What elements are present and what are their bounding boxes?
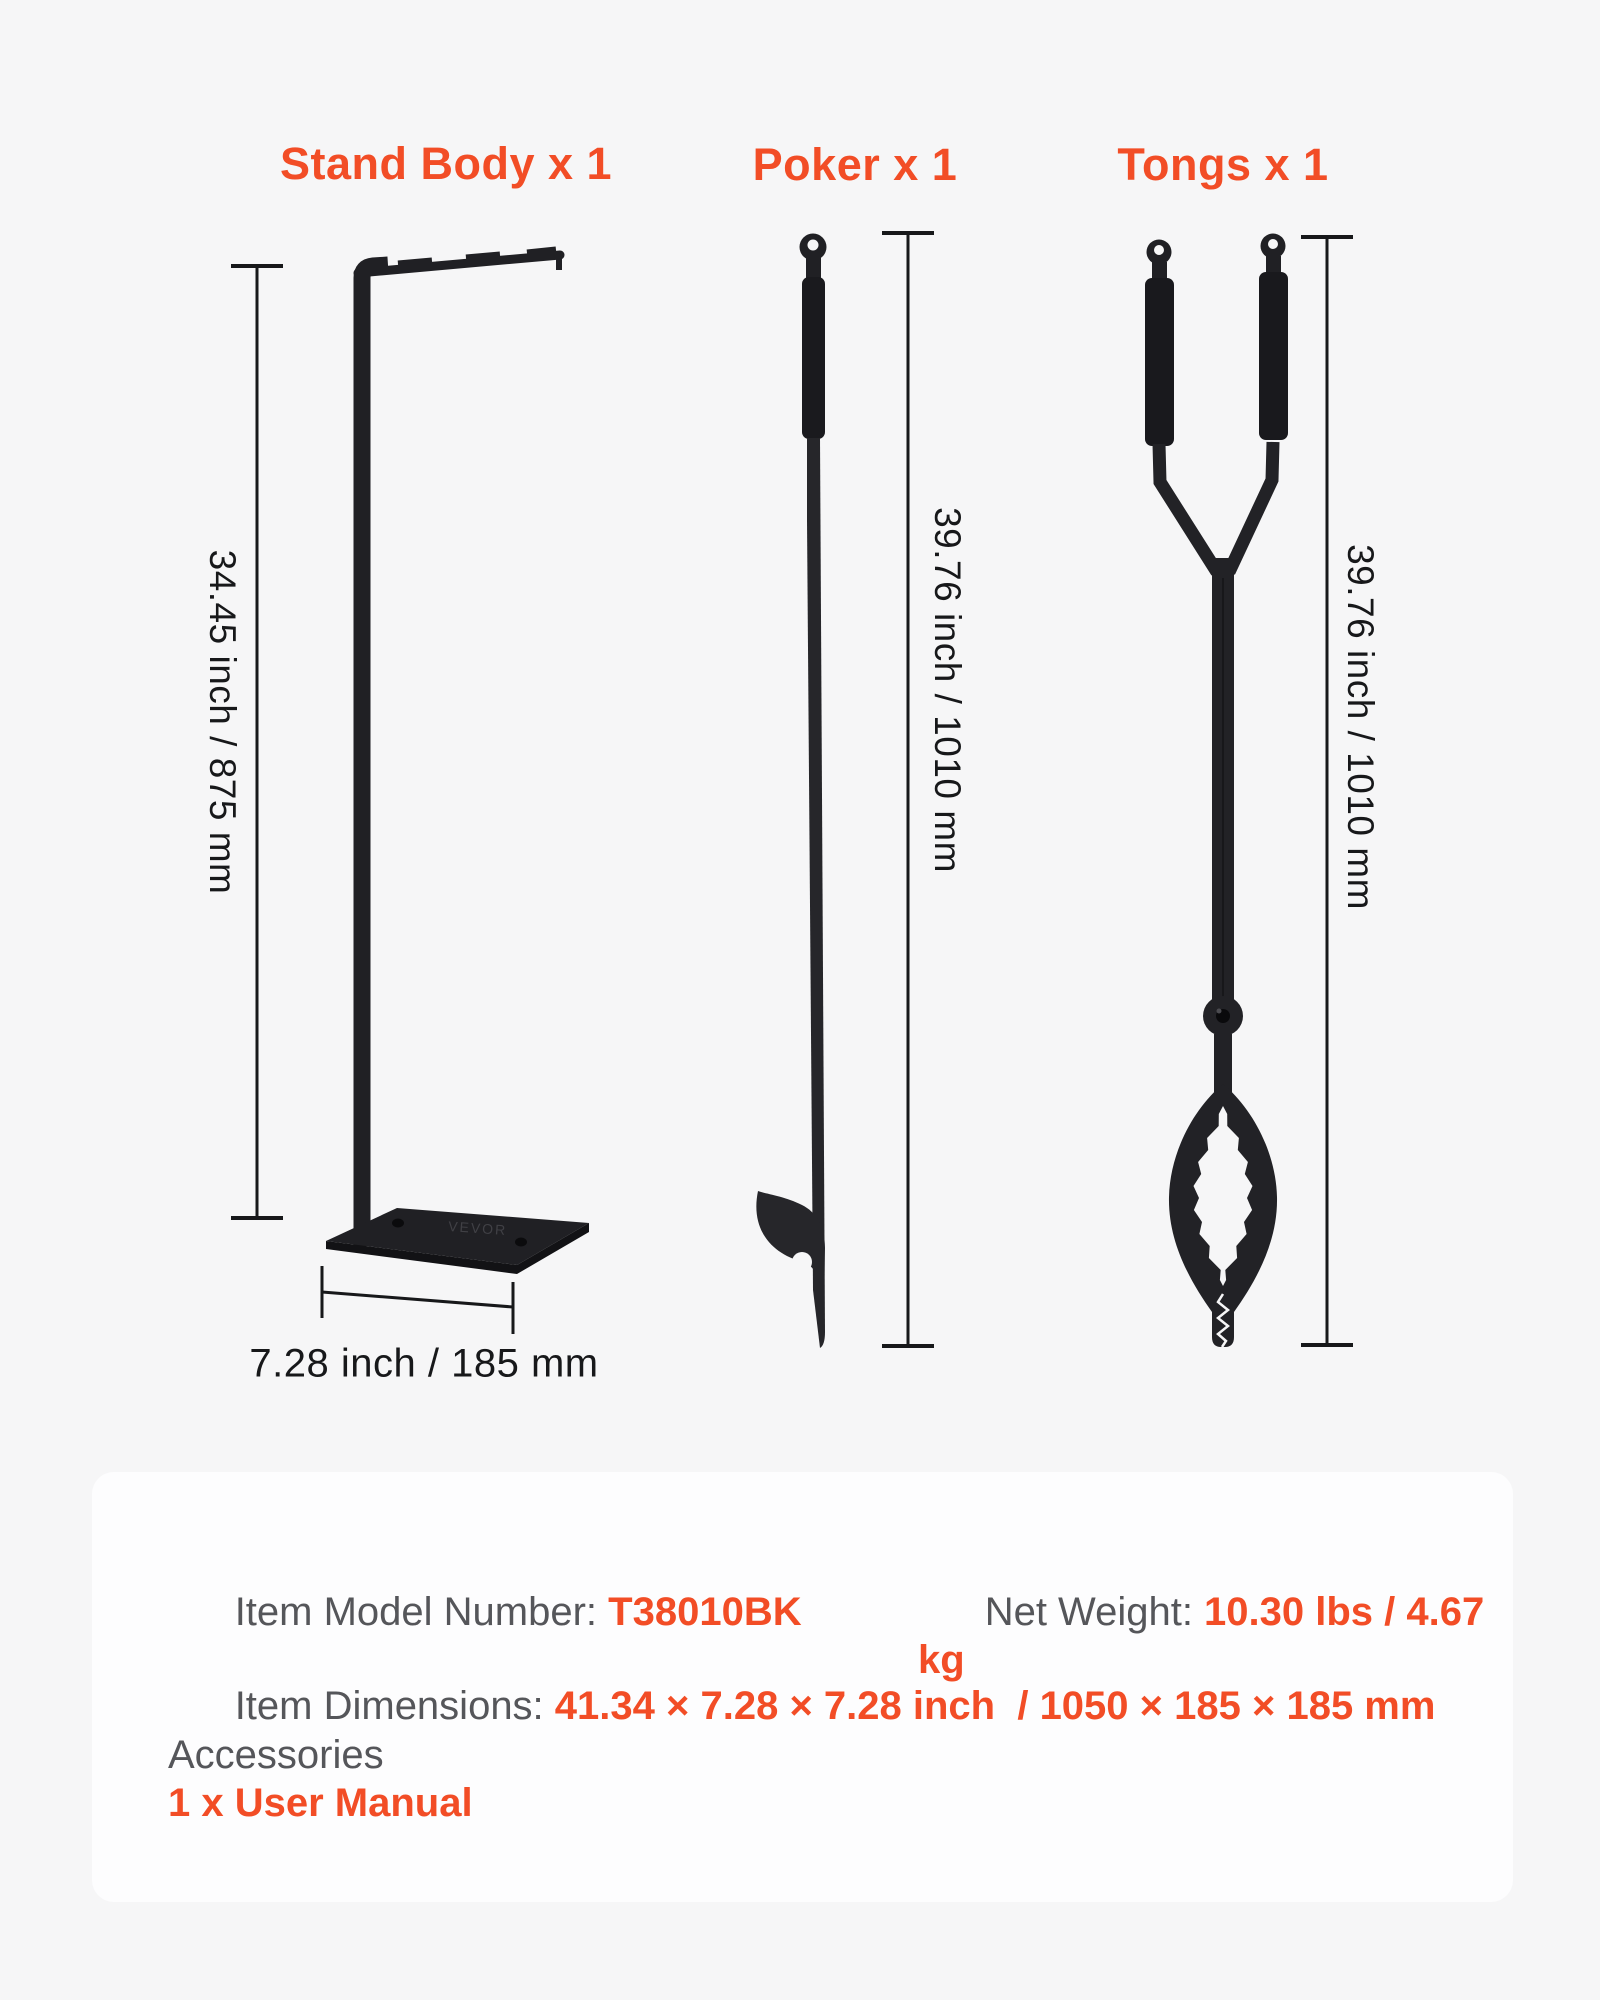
poker-illustration xyxy=(756,234,826,1349)
stand-height-label: 34.45 inch / 875 mm xyxy=(202,549,243,895)
accessories-label: Accessories xyxy=(168,1733,384,1777)
stand-arm-tab xyxy=(527,250,556,253)
tongs-left-arm xyxy=(1159,444,1217,572)
item-dimensions-value: 41.34 × 7.28 × 7.28 inch / 1050 × 185 × 185 mm xyxy=(554,1684,1436,1728)
net-weight-label: Net Weight: xyxy=(984,1590,1205,1634)
model-number-value: T38010BK xyxy=(608,1590,802,1634)
tongs-right-arm xyxy=(1229,442,1273,572)
tongs-right-handle xyxy=(1259,272,1288,440)
stand-pole xyxy=(362,265,388,1246)
tongs-pivot-highlight xyxy=(1217,1009,1222,1014)
model-number-label: Item Model Number: xyxy=(234,1590,609,1634)
stand-base-dimension xyxy=(322,1266,513,1334)
item-dimensions-label: Item Dimensions: xyxy=(234,1684,555,1728)
tongs-illustration xyxy=(1145,234,1288,1348)
dimension-line xyxy=(322,1292,513,1307)
stand-top-arm xyxy=(358,255,560,273)
spec-card xyxy=(92,1472,1513,1902)
stand-body-header: Stand Body x 1 xyxy=(280,138,613,189)
tongs-left-handle xyxy=(1145,278,1174,446)
poker-eyelet-hole xyxy=(808,240,819,251)
accessories-value: 1 x User Manual xyxy=(168,1781,473,1825)
tongs-right-eyelet-hole xyxy=(1268,239,1278,249)
tongs-left-eyelet-hole xyxy=(1154,245,1164,255)
base-brand-logo: VEVOR xyxy=(447,1218,508,1239)
poker-hook-hole xyxy=(792,1252,812,1272)
net-weight-value: 10.30 lbs / 4.67 kg xyxy=(918,1590,1496,1682)
stand-base-screw xyxy=(515,1238,527,1247)
tongs-length-label: 39.76 inch / 1010 mm xyxy=(1340,544,1381,910)
stand-arm-tab xyxy=(466,255,500,258)
stand-arm-tab xyxy=(398,261,432,264)
stand-base-screw xyxy=(392,1219,404,1228)
poker-header: Poker x 1 xyxy=(752,139,958,190)
stand-base-width-label: 7.28 inch / 185 mm xyxy=(249,1341,599,1386)
tongs-header: Tongs x 1 xyxy=(1117,139,1329,190)
stand-illustration xyxy=(326,250,589,1274)
poker-handle xyxy=(802,277,825,439)
poker-length-label: 39.76 inch / 1010 mm xyxy=(927,507,968,873)
